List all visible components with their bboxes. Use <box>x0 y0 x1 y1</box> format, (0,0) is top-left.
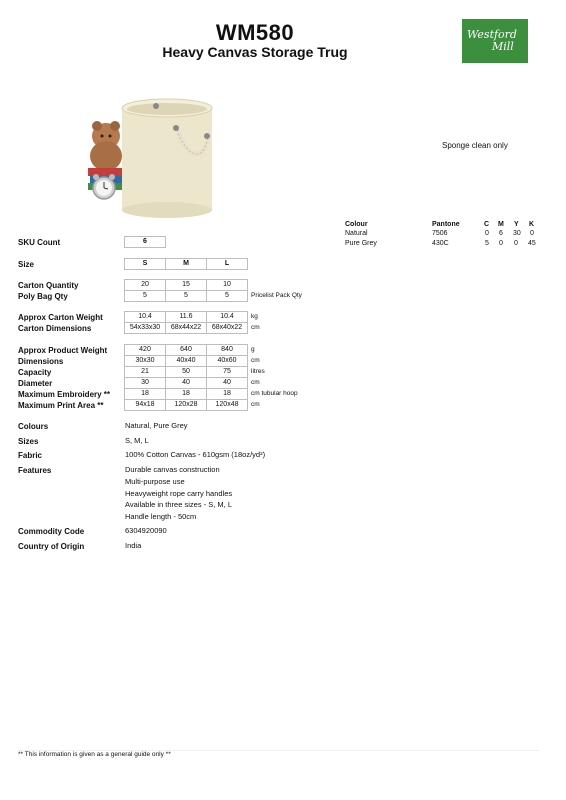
colour-name: Pure Grey <box>345 240 377 247</box>
diameter-label: Diameter <box>18 379 53 388</box>
product-weight-m: 640 <box>165 344 207 356</box>
trug-image <box>122 99 212 218</box>
colour-y: 0 <box>514 240 518 247</box>
colour-name: Natural <box>345 230 368 237</box>
poly-bag-qty-m: 5 <box>165 290 207 302</box>
colour-table-header-colour: Colour <box>345 221 368 228</box>
product-photo <box>84 96 224 224</box>
capacity-l: 75 <box>206 366 248 378</box>
sizes-value: S, M, L <box>125 436 149 445</box>
max-embroidery-label: Maximum Embroidery ** <box>18 390 111 399</box>
care-instruction: Sponge clean only <box>442 141 508 150</box>
colour-table-header-c: C <box>484 221 490 228</box>
product-name: Heavy Canvas Storage Trug <box>162 44 348 60</box>
poly-bag-qty-s: 5 <box>124 290 166 302</box>
carton-dimensions-m: 68x44x22 <box>165 322 207 334</box>
product-weight-unit: g <box>251 346 255 353</box>
colour-k: 45 <box>528 240 536 247</box>
country-of-origin-label: Country of Origin <box>18 542 85 551</box>
product-weight-label: Approx Product Weight <box>18 346 108 355</box>
teddy-bear-image <box>90 121 122 171</box>
feature-item: Handle length - 50cm <box>125 512 197 521</box>
book-image <box>88 168 124 176</box>
alarm-clock-image <box>93 174 115 199</box>
colour-m: 0 <box>499 240 503 247</box>
product-weight-s: 420 <box>124 344 166 356</box>
colour-table-header-y: Y <box>514 221 519 228</box>
fabric-value: 100% Cotton Canvas - 610gsm (18oz/yd²) <box>125 450 266 459</box>
max-print-area-unit: cm <box>251 401 260 408</box>
max-print-area-label: Maximum Print Area ** <box>18 401 104 410</box>
carton-weight-m: 11.6 <box>165 311 207 323</box>
diameter-m: 40 <box>165 377 207 389</box>
colour-table-header-k: K <box>529 221 535 228</box>
fabric-label: Fabric <box>18 451 43 460</box>
colour-pantone: 7506 <box>432 230 448 237</box>
carton-quantity-label: Carton Quantity <box>18 281 79 290</box>
max-embroidery-s: 18 <box>124 388 166 400</box>
capacity-s: 21 <box>124 366 166 378</box>
logo-text-line1: Westford <box>467 28 517 41</box>
capacity-unit: litres <box>251 368 265 375</box>
max-embroidery-unit: cm tubular hoop <box>251 390 298 397</box>
commodity-code-value: 6304920090 <box>125 526 167 535</box>
poly-bag-qty-unit: Pricelist Pack Qty <box>251 292 302 299</box>
carton-quantity-s: 20 <box>124 279 166 291</box>
size-s: S <box>124 258 166 270</box>
colour-table-header-pantone: Pantone <box>432 221 460 228</box>
dimensions-m: 40x40 <box>165 355 207 367</box>
carton-weight-unit: kg <box>251 313 258 320</box>
carton-dimensions-s: 54x33x30 <box>124 322 166 334</box>
carton-quantity-m: 15 <box>165 279 207 291</box>
colour-table-header-m: M <box>498 221 504 228</box>
carton-dimensions-label: Carton Dimensions <box>18 324 92 333</box>
size-l: L <box>206 258 248 270</box>
colour-m: 6 <box>499 230 503 237</box>
colours-label: Colours <box>18 422 49 431</box>
brand-logo <box>462 19 528 63</box>
max-print-area-s: 94x18 <box>124 399 166 411</box>
commodity-code-label: Commodity Code <box>18 527 85 536</box>
colour-c: 5 <box>485 240 489 247</box>
colour-k: 0 <box>530 230 534 237</box>
capacity-label: Capacity <box>18 368 52 377</box>
colour-y: 30 <box>513 230 521 237</box>
diameter-l: 40 <box>206 377 248 389</box>
product-weight-l: 840 <box>206 344 248 356</box>
logo-text-line2: Mill <box>492 40 514 53</box>
carton-weight-label: Approx Carton Weight <box>18 313 103 322</box>
colours-value: Natural, Pure Grey <box>125 421 188 430</box>
sku-count-label: SKU Count <box>18 238 61 247</box>
footer-note: ** This information is given as a general guide only ** <box>18 751 171 758</box>
dimensions-l: 40x60 <box>206 355 248 367</box>
dimensions-unit: cm <box>251 357 260 364</box>
max-print-area-l: 120x48 <box>206 399 248 411</box>
carton-dimensions-unit: cm <box>251 324 260 331</box>
diameter-s: 30 <box>124 377 166 389</box>
poly-bag-qty-label: Poly Bag Qty <box>18 292 68 301</box>
product-code: WM580 <box>215 20 295 45</box>
dimensions-s: 30x30 <box>124 355 166 367</box>
sku-count-value: 6 <box>124 236 166 248</box>
country-of-origin-value: India <box>125 541 142 550</box>
size-m: M <box>165 258 207 270</box>
feature-item: Durable canvas construction <box>125 465 220 474</box>
sizes-label: Sizes <box>18 437 39 446</box>
feature-item: Heavyweight rope carry handles <box>125 489 233 498</box>
colour-pantone: 430C <box>432 240 449 247</box>
poly-bag-qty-l: 5 <box>206 290 248 302</box>
max-embroidery-m: 18 <box>165 388 207 400</box>
size-label: Size <box>18 260 35 269</box>
capacity-m: 50 <box>165 366 207 378</box>
carton-weight-l: 10.4 <box>206 311 248 323</box>
max-embroidery-l: 18 <box>206 388 248 400</box>
carton-dimensions-l: 68x40x22 <box>206 322 248 334</box>
carton-weight-s: 10.4 <box>124 311 166 323</box>
colour-c: 0 <box>485 230 489 237</box>
diameter-unit: cm <box>251 379 260 386</box>
features-label: Features <box>18 466 52 475</box>
max-print-area-m: 120x28 <box>165 399 207 411</box>
carton-quantity-l: 10 <box>206 279 248 291</box>
feature-item: Available in three sizes - S, M, L <box>125 500 232 509</box>
dimensions-label: Dimensions <box>18 357 64 366</box>
feature-item: Multi-purpose use <box>125 477 185 486</box>
